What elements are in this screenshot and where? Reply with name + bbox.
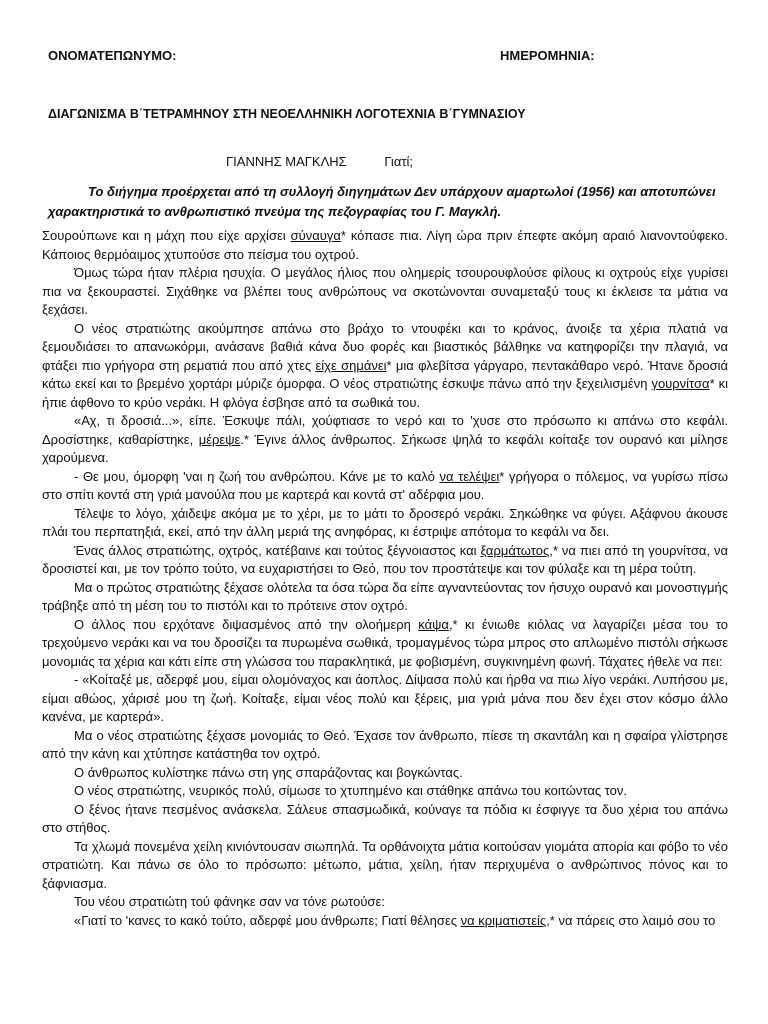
paragraph-4: «Αχ, τι δροσιά...», είπε. Έσκυψε πάλι, χούφτιασε το νερό και το 'χυσε στο πρόσωπο κι απάνω στο κεφάλι. Δροσίστηκε, καθαρίστηκε, μέρεψε.* Έγινε άλλος άνθρωπος. Σήκωσε ψηλά το κεφάλι κοίταξε τον ουρανό και μίλησε χαρούμενα. — [42, 413, 728, 465]
intro-paragraph: Το διήγημα προέρχεται από τη συλλογή διηγημάτων Δεν υπάρχουν αμαρτωλοί (1956) και αποτυπώνει χαρακτηριστικά το ανθρωπιστικό πνεύμα της πεζογραφίας του Γ. Μαγκλή. — [48, 184, 716, 219]
paragraph-15: Τα χλωμά πονεμένα χείλη κινιόντουσαν σιωπηλά. Τα ορθάνοιχτα μάτια κοιτούσαν γιομάτα απορία και φόβο το νέο στρατιώτη. Και πάνω σε όλο το πρόσωπο: μέτωπο, μάτια, χείλη, ήταν περιχυμένα ο ανθρώπινος πόνος και το ξάφνιασμα. — [42, 838, 728, 891]
paragraph-10: - «Κοίταξέ με, αδερφέ μου, είμαι ολομόναχος και άοπλος. Δίψασα πολύ και ήρθα να πιω λίγο νεράκι. Λυπήσου με, είμαι αθώος, χάρισέ μου τη ζωή. Κοίταξε, είμαι νέος πολύ και ξέρεις, μια γριά μάνα που δεν έχει στον κόσμο άλλο κανένα, με καρτερά». — [42, 672, 728, 724]
paragraph-7: Ένας άλλος στρατιώτης, οχτρός, κατέβαινε και τούτος ξέγνοιαστος και ξαρμάτωτος,* να πιει από τη γουρνίτσα, να δροσιστεί και, με τον τρόπο τούτο, να ευχαριστήσει το Θεό, που τον προστάτεψε και τον φύλαξε και τη μέρα τούτη. — [42, 542, 728, 576]
paragraph-11: Μα ο νέος στρατιώτης ξέχασε μονομιάς το Θεό. Έχασε τον άνθρωπο, πίεσε τη σκαντάλη και η σφαίρα γλίστρησε από την κάνη και χτύπησε κατάστηθα τον οχτρό. — [42, 727, 728, 761]
paragraph-12: Ο άνθρωπος κυλίστηκε πάνω στη γης σπαράζοντας και βογκώντας. — [74, 764, 463, 780]
glossary-term: ξαρμάτωτος — [480, 542, 550, 558]
glossary-term: είχε σημάνει — [315, 357, 387, 373]
author-name: ΓΙΑΝΝΗΣ ΜΑΓΚΛΗΣ — [226, 154, 347, 169]
paragraph-2: Όμως τώρα ήταν πλέρια ησυχία. Ο μεγάλος ήλιος που ολημερίς τσουρουφλούσε φίλους κι οχτρούς είχε γυρίσει πια να ξεκουραστεί. Σιχάθηκε να βλέπει τους ανθρώπους να σκοτώνονται συναμεταξύ τους κι έκλεισε τα μάτια να ξεχάσει. — [42, 265, 728, 317]
work-title: Γιατί; — [384, 154, 413, 169]
paragraph-13: Ο νέος στρατιώτης, νευρικός πολύ, σίμωσε το χτυπημένο και στάθηκε απάνω του κοιτώντας τον. — [74, 783, 628, 798]
paragraph-5: - Θε μου, όμορφη 'ναι η ζωή του ανθρώπου. Κάνε με το καλό να τελέψει* γρήγορα ο πόλεμος, να γυρίσω πίσω στο σπίτι κοντά στη γριά μανούλα που με καρτερά και κοντά στ' αδέρφια μου. — [42, 468, 729, 502]
glossary-term: να τελέψει — [439, 468, 500, 484]
paragraph-14: Ο ξένος ήτανε πεσμένος ανάσκελα. Σάλευε σπασμωδικά, κούναγε τα πόδια κι έσφιγγε τα δυο χέρια του απάνω στο στήθος. — [42, 801, 728, 835]
paragraph-1: Σουρούπωνε και η μάχη που είχε αρχίσει σύναυγα* κόπασε πια. Λίγη ώρα πριν έπεφτε ακόμη αραιό λιανοντούφεκο. Κάποιος θερμόαιμος χτυπούσε στο πείσμα του οχτρού. — [42, 228, 729, 262]
paragraph-3: Ο νέος στρατιώτης ακούμπησε απάνω στο βράχο το ντουφέκι και το κράνος, άνοιξε τα χέρια πλατιά να ξεμουδιάσει το απανωκόρμι, ανάσανε βαθιά κάνα δυο φορές και βιαστικός βάλθηκε να κατηφορίζει την πλαγιά, να φτάξει πιο γρήγορα στη ρεματιά που από χτες είχε σημάνει* μια φλεβίτσα γάργαρο, πεντακάθαρο νερό. Ήτανε δροσιά κάτω εκεί και το βρεμένο χορτάρι μύριζε όμορφα. Ο νέος στρατιώτης έσκυψε πάνω από την ξεχειλισμένη γουρνίτσα* κι ήπιε άφθονο το κρύο νεράκι. Η φλόγα έσβησε από τα σωθικά του. — [42, 320, 729, 410]
paragraph-9: Ο άλλος που ερχότανε διψασμένος από την ολοήμερη κάψα,* κι ένιωθε κιόλας να λαγαρίζει μέσα του το τρεχούμενο νεράκι και να του δροσίζει τα πυρωμένα σωθικά, τρομαγμένος τώρα μπρος στο απλωμένο πιστόλι σήκωσε μονομιάς τα χέρια και κάτι είπε στη γλώσσα του παρακλητικά, με φοβισμένη, συγκινημένη φωνή. Τάχατες ήθελε να πει: — [42, 616, 728, 669]
story-text — [42, 227, 728, 930]
glossary-term: κάψα — [418, 616, 449, 632]
test-title: ΔΙΑΓΩΝΙΣΜΑ Β΄ΤΕΤΡΑΜΗΝΟΥ ΣΤΗ ΝΕΟΕΛΛΗΝΙΚΗ ΛΟΓΟΤΕΧΝΙΑ Β΄ΓΥΜΝΑΣΙΟΥ — [48, 107, 526, 121]
paragraph-16: Του νέου στρατιώτη τού φάνηκε σαν να τόνε ρωτούσε: — [74, 894, 385, 909]
paragraph-17: «Γιατί το 'κανες το κακό τούτο, αδερφέ μου άνθρωπε; Γιατί θέλησες να κριματιστείς,* να πάρεις στο λαιμό σου το — [74, 912, 716, 928]
glossary-term: σύναυγα — [290, 228, 341, 243]
glossary-term: να κριματιστείς — [460, 912, 547, 928]
author-line — [226, 154, 413, 169]
glossary-term: μέρεψε — [198, 431, 241, 447]
paragraph-6: Τέλεψε το λόγο, χάιδεψε ακόμα με το χέρι, με το μάτι το δροσερό νεράκι. Σηκώθηκε να φύγει. Αξάφνου άκουσε πλάι του περπατηξιά, εκεί, από την άλλη μεριά της ανηφόρας, κι έστριψε απότομα το κεφάλι να δει. — [42, 505, 728, 539]
paragraph-8: Μα ο πρώτος στρατιώτης ξέχασε ολότελα τα όσα τώρα δα είπε αγναντεύοντας τον ήσυχο ουρανό και μονοστιγμής τράβηξε από τη μέση του το πιστόλι και το πρότεινε στον οχτρό. — [42, 579, 728, 613]
date-label: ΗΜΕΡΟΜΗΝΙΑ: — [500, 48, 595, 63]
glossary-term: γουρνίτσα — [651, 376, 710, 391]
name-label: ΟΝΟΜΑΤΕΠΩΝΥΜΟ: — [48, 48, 177, 63]
